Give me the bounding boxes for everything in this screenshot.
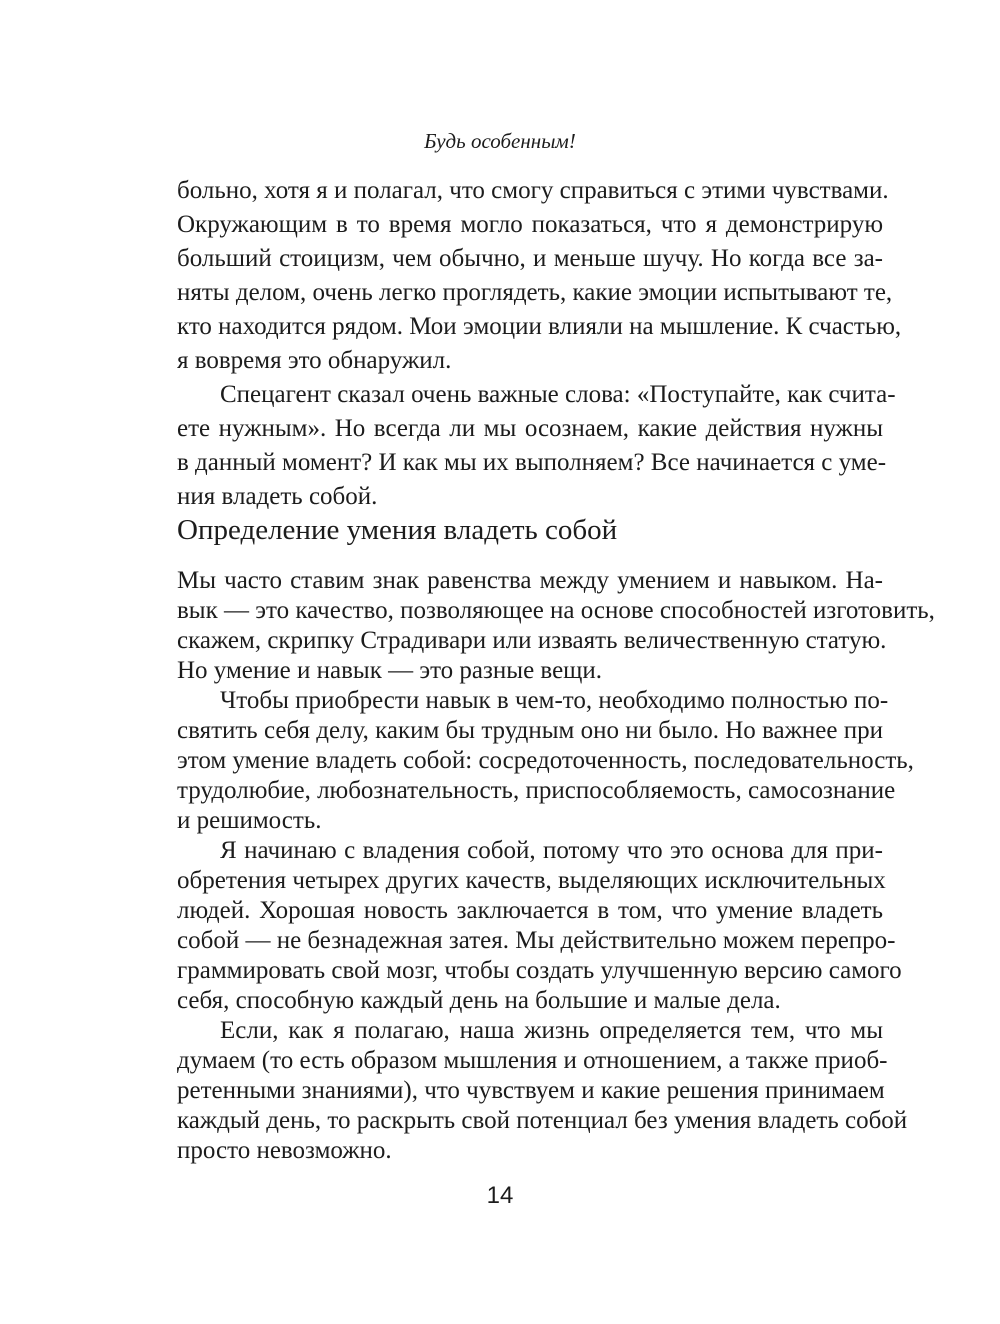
text-line: больший стоицизм, чем обычно, и меньше шучу. Но когда все за- bbox=[177, 245, 883, 272]
text-line: людей. Хорошая новость заключается в том, что умение владеть bbox=[177, 897, 883, 924]
text-line: думаем (то есть образом мышления и отношением, а также приоб- bbox=[177, 1047, 888, 1074]
text-line: няты делом, очень легко проглядеть, какие эмоции испытывают те, bbox=[177, 279, 893, 306]
text-line: ете нужным». Но всегда ли мы осознаем, какие действия нужны bbox=[177, 415, 883, 442]
text-line: Но умение и навык — это разные вещи. bbox=[177, 657, 603, 684]
text-line: себя, способную каждый день на большие и малые дела. bbox=[177, 987, 781, 1014]
section-heading: Определение умения владеть собой bbox=[177, 514, 618, 546]
text-line: я вовремя это обнаружил. bbox=[177, 347, 452, 374]
text-line: граммировать свой мозг, чтобы создать улучшенную версию самого bbox=[177, 957, 902, 984]
text-line: Я начинаю с владения собой, потому что это основа для при- bbox=[220, 837, 883, 864]
text-line: в данный момент? И как мы их выполняем? Все начинается с уме- bbox=[177, 449, 887, 476]
text-line: собой — не безнадежная затея. Мы действительно можем перепро- bbox=[177, 927, 896, 954]
text-line: вык — это качество, позволяющее на основе способностей изготовить, bbox=[177, 597, 935, 624]
text-line: обретения четырех других качеств, выделяющих исключительных bbox=[177, 867, 886, 894]
page-number: 14 bbox=[486, 1182, 514, 1209]
text-line: просто невозможно. bbox=[177, 1137, 392, 1164]
text-line: ретенными знаниями), что чувствуем и какие решения принимаем bbox=[177, 1077, 885, 1104]
text-line: Окружающим в то время могло показаться, что я демонстрирую bbox=[177, 211, 883, 238]
text-line: ния владеть собой. bbox=[177, 483, 378, 510]
text-line: Если, как я полагаю, наша жизнь определяется тем, что мы bbox=[220, 1017, 883, 1044]
text-line: Мы часто ставим знак равенства между умением и навыком. На- bbox=[177, 567, 883, 594]
text-line: этом умение владеть собой: сосредоточенность, последовательность, bbox=[177, 747, 914, 774]
text-line: скажем, скрипку Страдивари или изваять величественную статую. bbox=[177, 627, 887, 654]
text-line: трудолюбие, любознательность, приспособляемость, самосознание bbox=[177, 777, 896, 804]
running-head: Будь особенным! bbox=[424, 129, 576, 153]
text-line: больно, хотя я и полагал, что смогу справиться с этими чувствами. bbox=[177, 177, 889, 204]
text-line: кто находится рядом. Мои эмоции влияли на мышление. К счастью, bbox=[177, 313, 902, 340]
text-line: святить себя делу, каким бы трудным оно ни было. Но важнее при bbox=[177, 717, 883, 744]
text-line: Чтобы приобрести навык в чем-то, необходимо полностью по- bbox=[220, 687, 889, 714]
text-line: каждый день, то раскрыть свой потенциал без умения владеть собой bbox=[177, 1107, 908, 1134]
text-line: Спецагент сказал очень важные слова: «Поступайте, как счита- bbox=[220, 381, 896, 408]
text-line: и решимость. bbox=[177, 807, 322, 834]
